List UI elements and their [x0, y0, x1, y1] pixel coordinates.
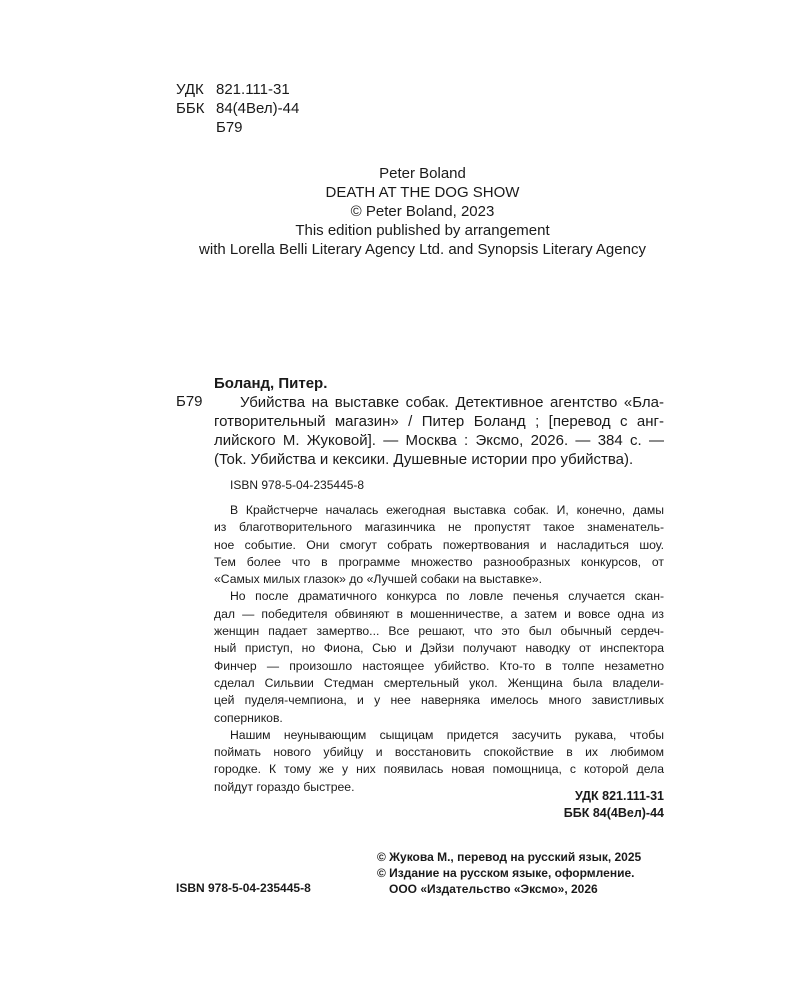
abstract-line: сделал Сильвии Стедман смертельный укол. Женщина была владели- — [214, 675, 664, 690]
copyright-publisher: ООО «Издательство «Эксмо», 2026 — [389, 882, 598, 896]
abstract-line: цей пуделя-чемпиона, и у нее наверняка имелось много завистливых — [214, 693, 664, 708]
bbk-label: ББК — [176, 100, 205, 117]
catalog-sign: Б79 — [176, 393, 203, 410]
footer-udk: УДК 821.111-31 — [574, 789, 664, 803]
abstract-line: пойдут гораздо быстрее. — [214, 779, 355, 794]
footer-isbn: ISBN 978-5-04-235445-8 — [176, 881, 311, 895]
catalog-description — [214, 393, 664, 469]
udk-row — [176, 80, 299, 99]
original-copyright: © Peter Boland, 2023 — [350, 203, 495, 220]
bbk-row — [176, 99, 299, 118]
catalog-line: Убийства на выставке собак. Детективное агентство «Бла- — [240, 394, 664, 411]
udk-label: УДК — [176, 81, 204, 98]
bbk-value: 84(4Вел)-44 — [216, 100, 300, 117]
abstract — [214, 502, 664, 796]
catalog-line: готворительный магазин» / Питер Боланд ; [перевод с анг- — [214, 413, 664, 430]
original-title: DEATH AT THE DOG SHOW — [325, 184, 520, 201]
udk-value: 821.111-31 — [216, 81, 290, 98]
classification-codes — [176, 80, 299, 137]
abstract-line: поймать нового убийцу и восстановить спокойствие в их любимом — [214, 745, 664, 760]
abstract-line: Тем более что в программе множество разнообразных конкурсов, от — [214, 554, 664, 569]
footer-bbk: ББК 84(4Вел)-44 — [563, 806, 664, 820]
catalog-heading: Боланд, Питер. — [214, 375, 328, 392]
copyright-translation: © Жукова М., перевод на русский язык, 2025 — [377, 850, 642, 864]
abstract-line: городке. К тому же у них появилась новая помощница, с которой дела — [214, 762, 664, 777]
original-edition-block — [0, 164, 800, 259]
copyright-block — [377, 849, 641, 897]
abstract-line: Нашим неунывающим сыщицам придется засучить рукава, чтобы — [230, 727, 664, 742]
catalog-line: (Tok. Убийства и кексики. Душевные истории про убийства). — [214, 451, 634, 468]
abstract-line: дал — победителя обвиняют в мошенничестве, а затем и вовсе одна из — [214, 606, 664, 621]
abstract-line: В Крайстчерче началась ежегодная выставка собак. И, конечно, дамы — [230, 503, 664, 517]
abstract-line: «Самых милых глазок» до «Лучшей собаки на выставке». — [214, 572, 543, 587]
author-sign-row — [176, 118, 299, 137]
abstract-line: женщин падает замертво... Все решают, что это был обычный сердеч- — [214, 624, 664, 639]
footer-codes — [560, 788, 664, 822]
original-author: Peter Boland — [379, 165, 466, 182]
abstract-line: Но после драматичного конкурса по ловле печенья случается скан- — [230, 589, 664, 604]
abstract-line: Финчер — произошло настоящее убийство. Кто-то в толпе незаметно — [214, 658, 664, 673]
arrangement-line-2: with Lorella Belli Literary Agency Ltd. and Synopsis Literary Agency — [199, 241, 646, 258]
arrangement-line-1: This edition published by arrangement — [295, 222, 550, 239]
abstract-line: соперников. — [214, 710, 283, 725]
author-sign: Б79 — [216, 119, 243, 136]
abstract-line: из благотворительного магазинчика не пропустят такое знаменатель- — [214, 520, 664, 535]
abstract-line: ный приступ, но Фиона, Сью и Дэйзи получают наводку от инспектора — [214, 641, 664, 656]
catalog-line: лийского М. Жуковой]. — Москва : Эксмо, 2026. — 384 с. — — [214, 432, 664, 449]
catalog-isbn: ISBN 978-5-04-235445-8 — [230, 478, 365, 492]
abstract-line: ное событие. Они смогут собрать пожертвования и насладиться шоу. — [214, 537, 664, 552]
copyright-edition: © Издание на русском языке, оформление. — [377, 866, 635, 880]
